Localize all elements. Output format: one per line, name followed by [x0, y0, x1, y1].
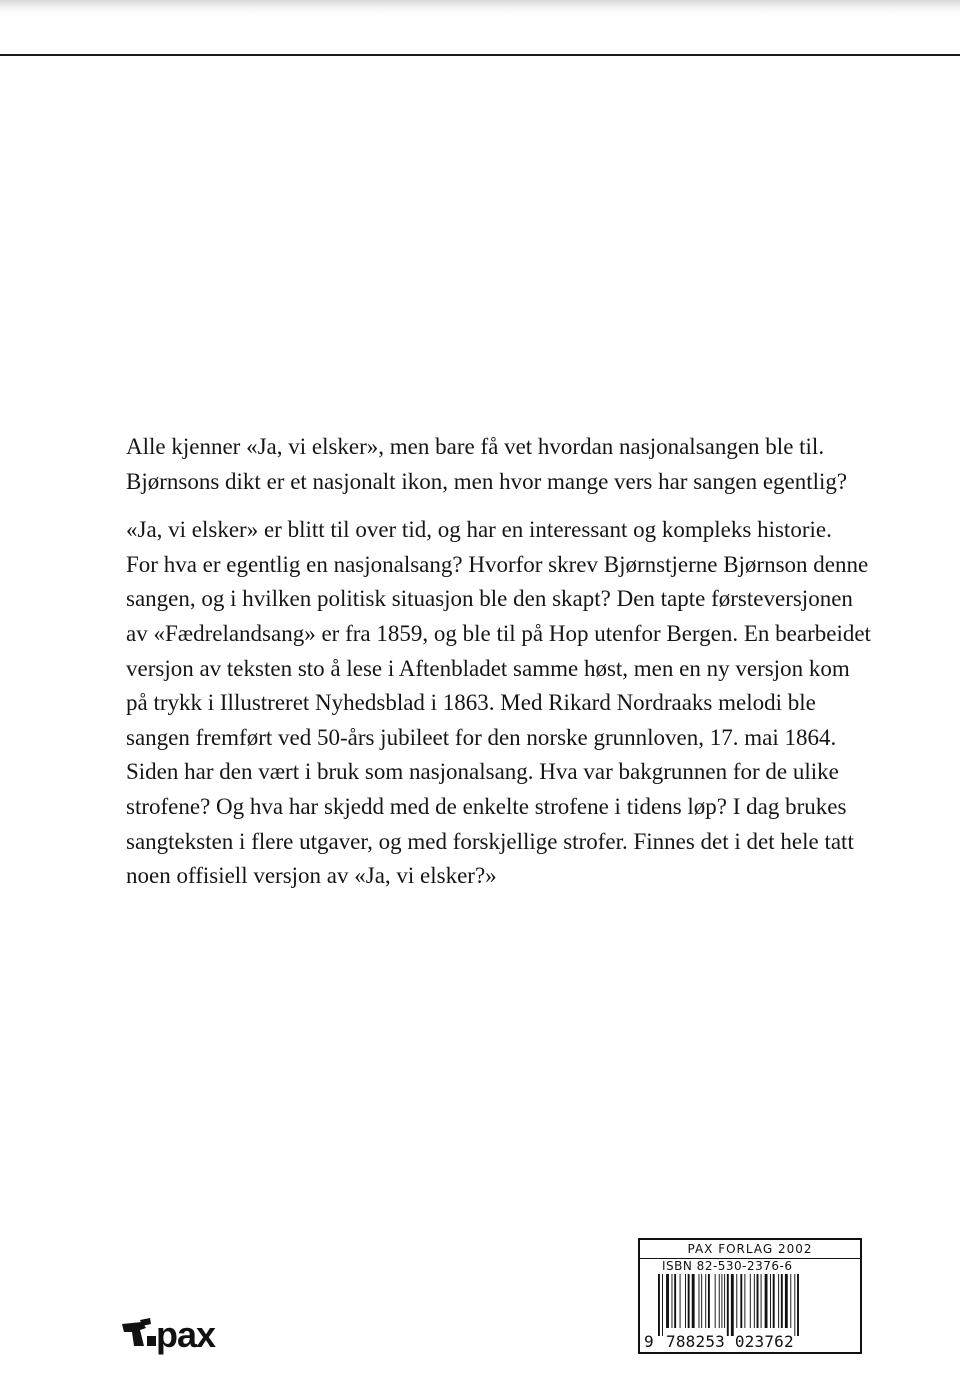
barcode-first-digit: 9 [644, 1332, 654, 1351]
blurb-line: noen offisiell versjon av «Ja, vi elsker?» [126, 863, 497, 889]
isbn-barcode-block [638, 1238, 862, 1354]
barcode-icon [656, 1274, 848, 1336]
blurb-line: på trykk i Illustreret Nyhedsblad i 1863. Med Rikard Nordraaks melodi ble [126, 690, 816, 716]
back-cover-blurb [126, 430, 871, 894]
blurb-line: strofene? Og hva har skjedd med de enkelte strofene i tidens løp? I dag brukes [126, 793, 847, 819]
blurb-paragraph-1 [126, 430, 866, 499]
pax-logo-icon [120, 1316, 232, 1360]
isbn-number: ISBN 82-530-2376-6 [662, 1259, 793, 1273]
blurb-line: «Ja, vi elsker» er blitt til over tid, og har en interessant og kompleks historie. [126, 517, 832, 543]
publisher-line: PAX FORLAG 2002 [640, 1240, 860, 1259]
logo-text: pax [156, 1316, 216, 1355]
blurb-line: sangen, og i hvilken politisk situasjon ble den skapt? Den tapte førsteversjonen [126, 586, 853, 612]
blurb-line: Alle kjenner «Ja, vi elsker», men bare få vet hvordan nasjonalsangen ble til. [126, 434, 825, 459]
blurb-line: Siden har den vært i bruk som nasjonalsang. Hva var bakgrunnen for de ulike [126, 759, 839, 785]
blurb-line: av «Fædrelandsang» er fra 1859, og ble til på Hop utenfor Bergen. En bearbeidet [126, 620, 871, 646]
top-edge-shadow [0, 0, 960, 14]
barcode-digits [644, 1332, 858, 1352]
blurb-line: versjon av teksten sto å lese i Aftenbladet samme høst, men en ny versjon kom [126, 655, 850, 681]
blurb-line: sangen fremført ved 50-års jubileet for den norske grunnloven, 17. mai 1864. [126, 724, 837, 750]
blurb-line: For hva er egentlig en nasjonalsang? Hvorfor skrev Bjørnstjerne Bjørnson denne [126, 551, 869, 577]
barcode-number: 788253 023762 [666, 1332, 794, 1351]
top-rule [0, 54, 960, 56]
blurb-line: sangteksten i flere utgaver, og med forskjellige strofer. Finnes det i det hele tatt [126, 828, 854, 854]
blurb-paragraph-2 [126, 513, 871, 894]
blurb-line: Bjørnsons dikt er et nasjonalt ikon, men hvor mange vers har sangen egentlig? [126, 468, 848, 494]
